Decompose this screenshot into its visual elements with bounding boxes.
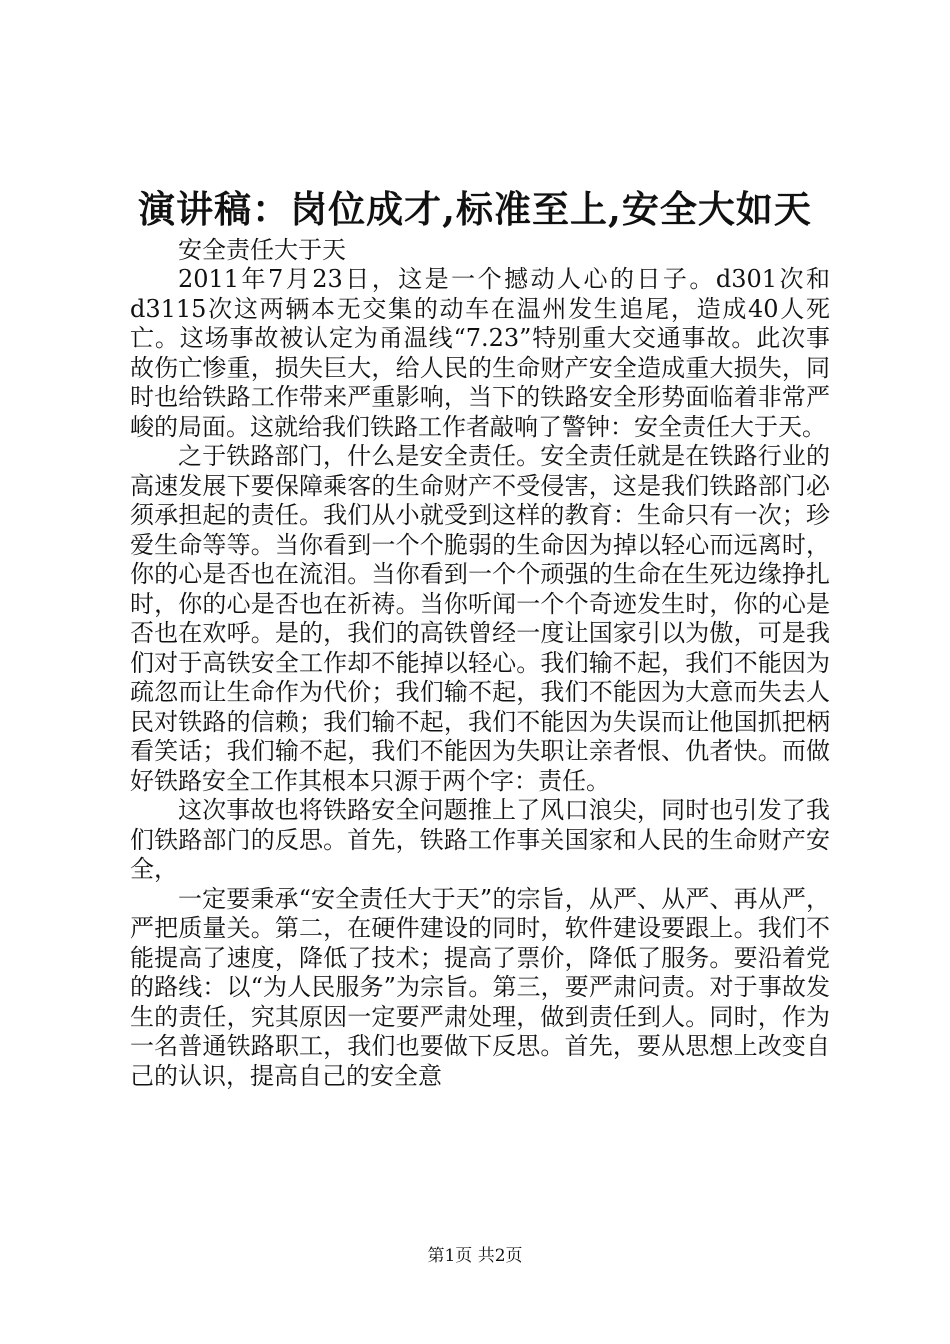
paragraph-1: 2011年7月23日，这是一个撼动人心的日子。d301次和d3115次这两辆本无交集的动车在温州发生追尾，造成40人死亡。这场事故被认定为甬温线“7.23”特别重大交通事故。此次事故伤亡惨重，损失巨大，给人民的生命财产安全造成重大损失，同时也给铁路工作带来严重影响，当下的铁路安全形势面临着非常严峻的局面。这就给我们铁路工作者敲响了警钟：安全责任大于天。 (130, 265, 830, 441)
paragraph-2: 之于铁路部门，什么是安全责任。安全责任就是在铁路行业的高速发展下要保障乘客的生命财产不受侵害，这是我们铁路部门必须承担起的责任。我们从小就受到这样的教育：生命只有一次；珍爱生命等等。当你看到一个个脆弱的生命因为掉以轻心而远离时，你的心是否也在流泪。当你看到一个个顽强的生命在生死边缘挣扎时，你的心是否也在祈祷。当你听闻一个个奇迹发生时，你的心是否也在欢呼。是的，我们的高铁曾经一度让国家引以为傲，可是我们对于高铁安全工作却不能掉以轻心。我们输不起，我们不能因为疏忽而让生命作为代价；我们输不起，我们不能因为大意而失去人民对铁路的信赖；我们输不起，我们不能因为失误而让他国抓把柄看笑话；我们输不起，我们不能因为失职让亲者恨、仇者快。而做好铁路安全工作其根本只源于两个字：责任。 (130, 442, 830, 795)
paragraph-3: 这次事故也将铁路安全问题推上了风口浪尖，同时也引发了我们铁路部门的反思。首先，铁路工作事关国家和人民的生命财产安全， (130, 796, 830, 883)
page-footer: 第1页 共2页 (427, 1246, 523, 1266)
document-body (130, 236, 830, 1091)
section-subtitle: 安全责任大于天 (178, 236, 346, 264)
document-title: 演讲稿：岗位成才,标准至上,安全大如天 (138, 187, 812, 231)
paragraph-4: 一定要秉承“安全责任大于天”的宗旨，从严、从严、再从严，严把质量关。第二，在硬件建设的同时，软件建设要跟上。我们不能提高了速度，降低了技术；提高了票价，降低了服务。要沿着党的路线：以“为人民服务”为宗旨。第三，要严肃问责。对于事故发生的责任，究其原因一定要严肃处理，做到责任到人。同时，作为一名普通铁路职工，我们也要做下反思。首先，要从思想上改变自己的认识，提高自己的安全意 (130, 884, 830, 1090)
